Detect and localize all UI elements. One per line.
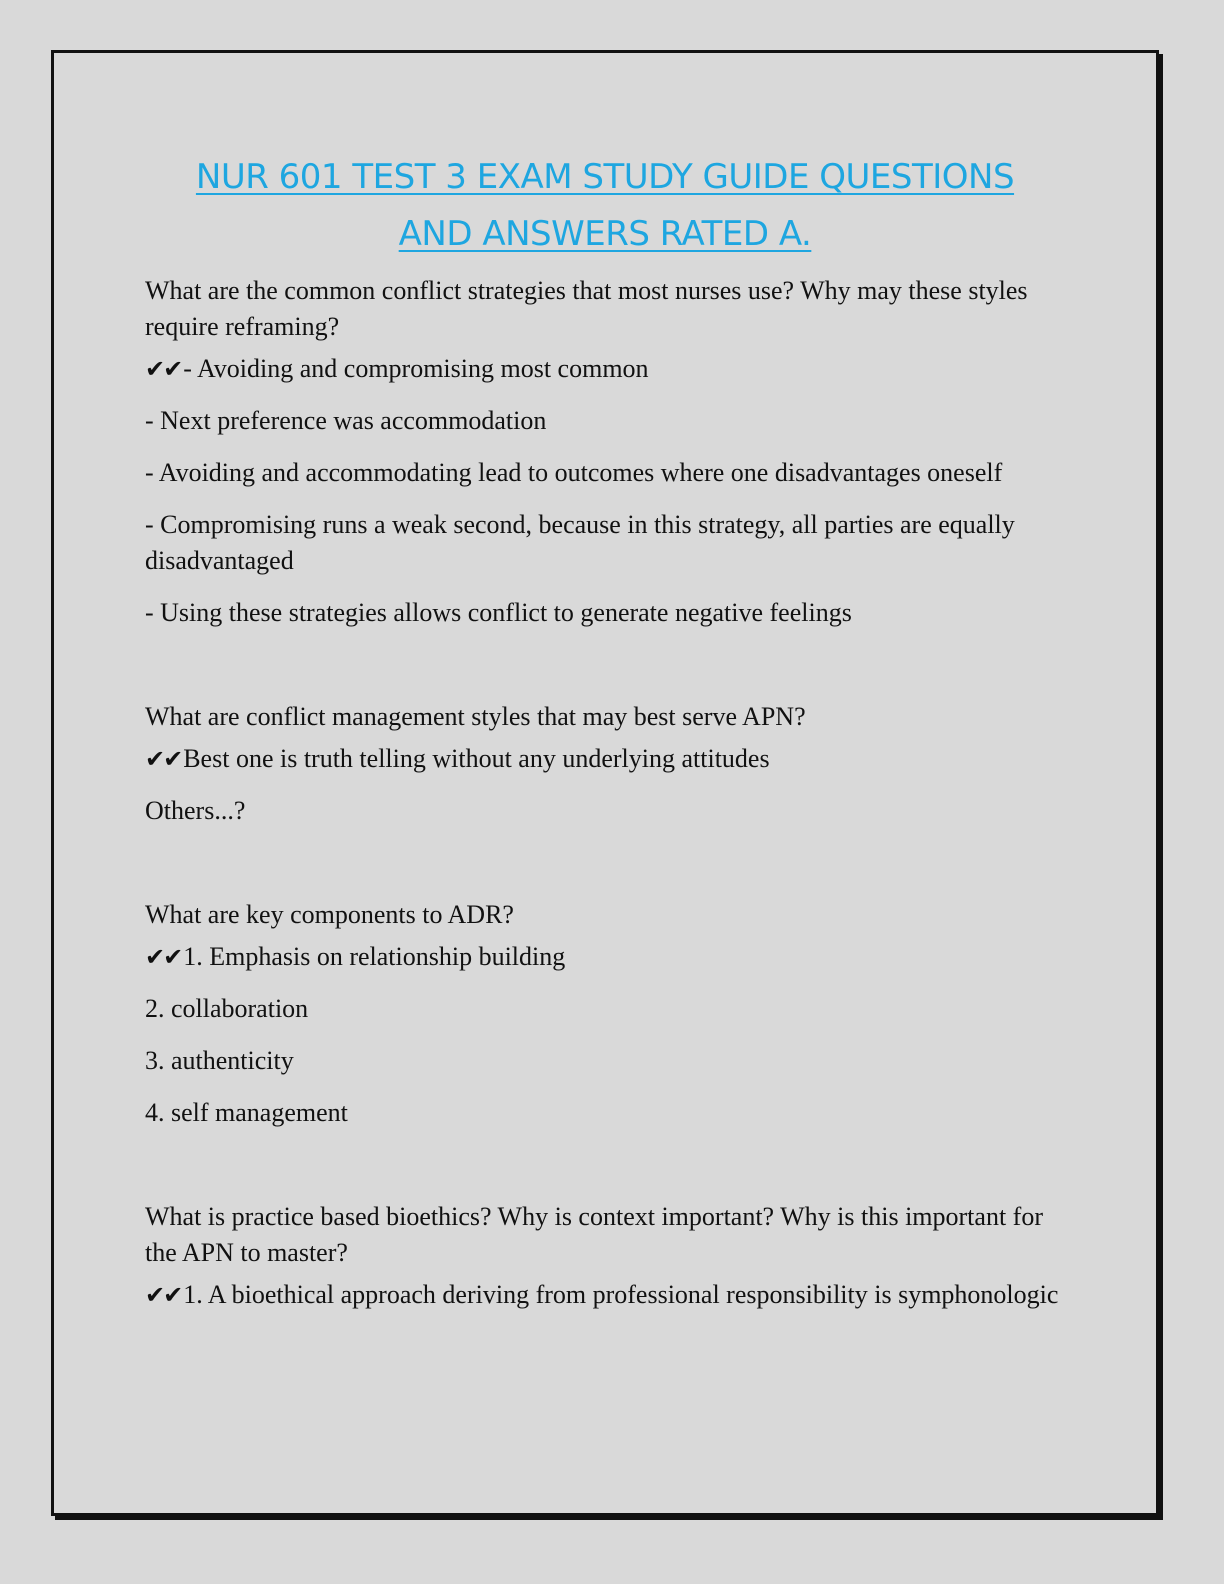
document-title [54,149,1156,263]
double-check-icon: ✔✔ [145,745,182,773]
title-line-1: NUR 601 TEST 3 EXAM STUDY GUIDE QUESTIONS [195,157,1015,197]
answer-line [145,1277,1075,1313]
question: What are conflict management styles that may best serve APN? [145,702,806,731]
answer-line [145,741,1075,777]
double-check-icon: ✔✔ [145,1281,182,1309]
answer-line: - Compromising runs a weak second, because in this strategy, all parties are equally disadvantaged [145,510,1015,575]
title-line-2: AND ANSWERS RATED A. [398,214,812,254]
question: What are the common conflict strategies that most nurses use? Why may these styles require reframing? [145,276,1028,341]
answer-line: 2. collaboration [145,994,309,1023]
answer-line: 4. self management [145,1098,348,1127]
answer-line: - Using these strategies allows conflict to generate negative feelings [145,598,852,627]
double-check-icon: ✔✔ [145,355,182,383]
answer-line: Others...? [145,796,246,825]
document-body [145,273,1075,1381]
answer-text: 1. A bioethical approach deriving from professional responsibility is symphonologic [183,1280,1059,1309]
answer-text: 1. Emphasis on relationship building [183,942,566,971]
answer-line: - Next preference was accommodation [145,406,547,435]
answer-line: 3. authenticity [145,1046,294,1075]
qa-block [145,897,1075,1131]
question: What is practice based bioethics? Why is context important? Why is this important for the APN to master? [145,1202,1043,1267]
qa-block [145,699,1075,829]
question: What are key components to ADR? [145,900,514,929]
answer-line [145,351,1075,387]
answer-line: - Avoiding and accommodating lead to outcomes where one disadvantages oneself [145,458,1003,487]
qa-block [145,273,1075,631]
qa-block [145,1199,1075,1313]
answer-text: - Avoiding and compromising most common [183,354,649,383]
answer-text: Best one is truth telling without any underlying attitudes [183,744,770,773]
double-check-icon: ✔✔ [145,943,182,971]
answer-line [145,939,1075,975]
page-frame [51,50,1159,1516]
